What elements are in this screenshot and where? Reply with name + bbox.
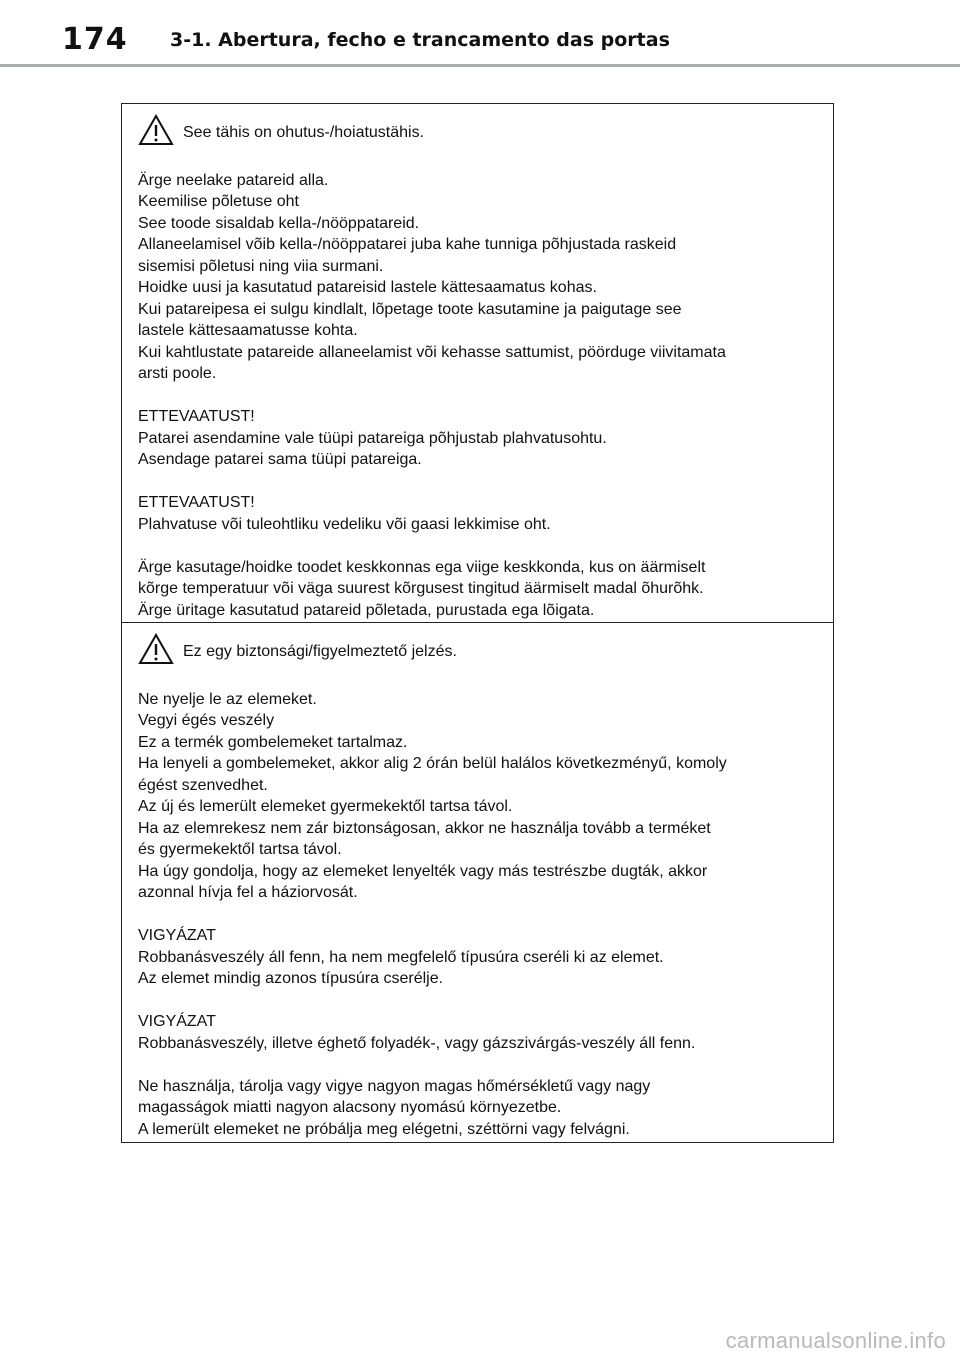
text-line: Plahvatuse või tuleohtliku vedeliku või gaasi lekkimise oht. (138, 515, 551, 533)
text-line: Keemilise põletuse oht (138, 193, 299, 210)
text-line: Patarei asendamine vale tüüpi patareiga põhjustab plahvatusohtu. (138, 429, 607, 447)
text-line: Asendage patarei sama tüüpi patareiga. (138, 451, 422, 468)
text-line: kõrge temperatuur või väga suurest kõrgusest tingitud äärmiselt madal õhurõhk. (138, 580, 704, 597)
site-watermark: carmanualsonline.info (725, 1328, 946, 1353)
warning-paragraph (138, 170, 817, 385)
safety-notice-text: See tähis on ohutus-/hoiatustähis. (183, 124, 425, 141)
text-line: Ärge neelake patareid alla. (138, 171, 329, 189)
text-line: Ha lenyeli a gombelemeket, akkor alig 2 órán belül halálos következményű, komoly (138, 755, 727, 772)
safety-notice-text: Ez egy biztonsági/figyelmeztető jelzés. (183, 643, 457, 660)
environment-paragraph (138, 557, 817, 622)
text-line: Robbanásveszély áll fenn, ha nem megfelelő típusúra cseréli ki az elemet. (138, 948, 664, 966)
safety-notice-row (138, 633, 817, 667)
text-line: Az elemet mindig azonos típusúra cserélje. (138, 970, 444, 987)
caution-paragraph (138, 492, 817, 535)
warning-paragraph (138, 689, 817, 904)
caution-paragraph (138, 925, 817, 990)
text-line: azonnal hívja fel a háziorvosát. (138, 884, 358, 901)
caution-heading: ETTEVAATUST! (138, 494, 255, 511)
caution-heading: ETTEVAATUST! (138, 408, 255, 425)
page-header (0, 0, 960, 70)
caution-paragraph (138, 406, 817, 471)
text-line: See toode sisaldab kella-/nööppatareid. (138, 214, 420, 232)
text-line: Robbanásveszély, illetve éghető folyadék-, vagy gázszivárgás-veszély áll fenn. (138, 1034, 696, 1052)
safety-notice-row (138, 114, 817, 148)
text-line: Ne nyelje le az elemeket. (138, 690, 317, 708)
text-line: A lemerült elemeket ne próbálja meg elégetni, széttörni vagy felvágni. (138, 1120, 630, 1138)
text-line: Ha az elemrekesz nem zár biztonságosan, akkor ne használja tovább a terméket (138, 819, 711, 837)
text-line: Hoidke uusi ja kasutatud patareisid lastele kättesaamatus kohas. (138, 279, 597, 296)
text-line: arsti poole. (138, 365, 217, 382)
text-line: Kui kahtlustate patareide allaneelamist või kehasse sattumist, pöörduge viivitamata (138, 343, 726, 361)
text-line: és gyermekektől tartsa távol. (138, 841, 342, 858)
text-line: Ha úgy gondolja, hogy az elemeket lenyelték vagy más testrészbe dugták, akkor (138, 862, 708, 880)
text-line: sisemisi põletusi ning viia surmani. (138, 257, 384, 275)
chapter-title: 3-1. Abertura, fecho e trancamento das portas (170, 29, 670, 51)
warning-box-hungarian (121, 623, 834, 1143)
text-line: Ez a termék gombelemeket tartalmaz. (138, 733, 408, 751)
warning-triangle-icon (138, 114, 174, 146)
caution-paragraph (138, 1011, 817, 1054)
text-line: magasságok miatti nagyon alacsony nyomású környezetbe. (138, 1099, 562, 1116)
text-line: Vegyi égés veszély (138, 712, 275, 729)
page-number: 174 (62, 22, 128, 57)
caution-heading: VIGYÁZAT (138, 927, 216, 944)
warning-box-estonian (121, 103, 834, 623)
warning-triangle-icon (138, 633, 174, 665)
header-divider (0, 64, 960, 67)
text-line: égést szenvedhet. (138, 776, 268, 794)
text-line: Ärge üritage kasutatud patareid põletada, purustada ega lõigata. (138, 601, 595, 619)
text-line: lastele kättesaamatusse kohta. (138, 322, 358, 339)
caution-heading: VIGYÁZAT (138, 1013, 216, 1030)
environment-paragraph (138, 1076, 817, 1141)
text-line: Ne használja, tárolja vagy vigye nagyon magas hőmérsékletű vagy nagy (138, 1077, 651, 1095)
text-line: Ärge kasutage/hoidke toodet keskkonnas ega viige keskkonda, kus on äärmiselt (138, 558, 706, 576)
text-line: Kui patareipesa ei sulgu kindlalt, lõpetage toote kasutamine ja paigutage see (138, 300, 682, 318)
text-line: Allaneelamisel võib kella-/nööppatarei juba kahe tunniga põhjustada raskeid (138, 236, 677, 253)
text-line: Az új és lemerült elemeket gyermekektől tartsa távol. (138, 798, 513, 815)
